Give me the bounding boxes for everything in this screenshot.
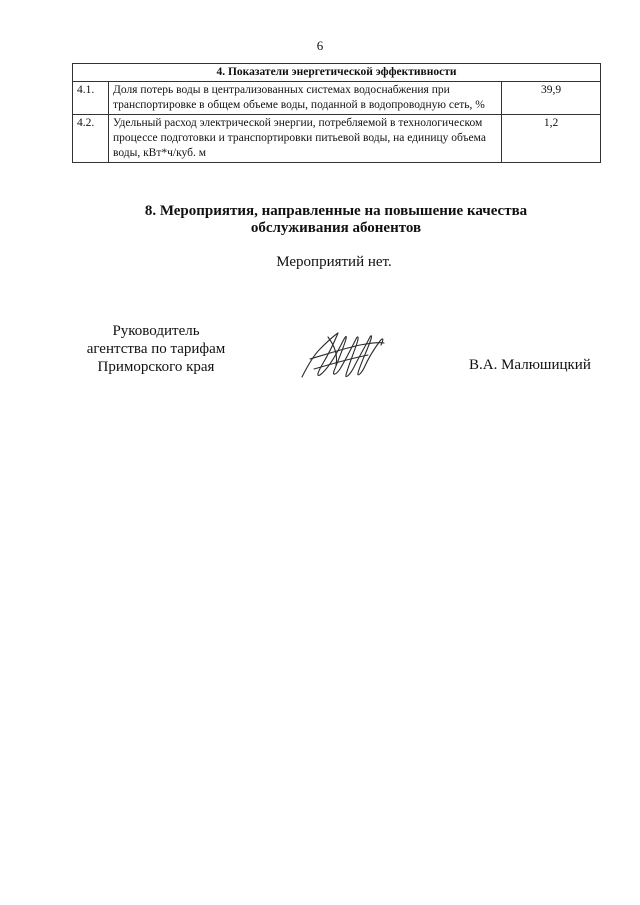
section-heading (0, 203, 640, 237)
row-number: 4.1. (73, 82, 109, 115)
signer-title-line-2: агентства по тарифам (86, 341, 226, 357)
table-section-header-row (73, 64, 601, 82)
table-section-header: 4. Показатели энергетической эффективности (73, 64, 601, 82)
row-value: 39,9 (502, 82, 601, 115)
row-number: 4.2. (73, 115, 109, 163)
table-row (73, 115, 601, 163)
row-description: Удельный расход электрической энергии, потребляемой в технологическом процессе подготовки и транспортировки питьевой воды, на единицу объема воды, кВт*ч/куб. м (109, 115, 502, 163)
handwritten-signature (298, 325, 388, 385)
signer-title (62, 322, 250, 376)
page-number: 6 (316, 38, 324, 53)
section-heading-line-1: 8. Мероприятия, направленные на повышение качества (144, 203, 528, 219)
table-row (73, 82, 601, 115)
section-text: Мероприятий нет. (276, 254, 392, 270)
row-value: 1,2 (502, 115, 601, 163)
signer-title-line-3: Приморского края (97, 359, 215, 375)
signer-name: В.А. Малюшицкий (469, 357, 591, 373)
energy-efficiency-table (72, 63, 601, 163)
row-description: Доля потерь воды в централизованных системах водоснабжения при транспортировке в общем объеме воды, поданной в водопроводную сеть, % (109, 82, 502, 115)
signer-title-line-1: Руководитель (112, 323, 200, 339)
section-heading-line-2: обслуживания абонентов (250, 220, 422, 236)
